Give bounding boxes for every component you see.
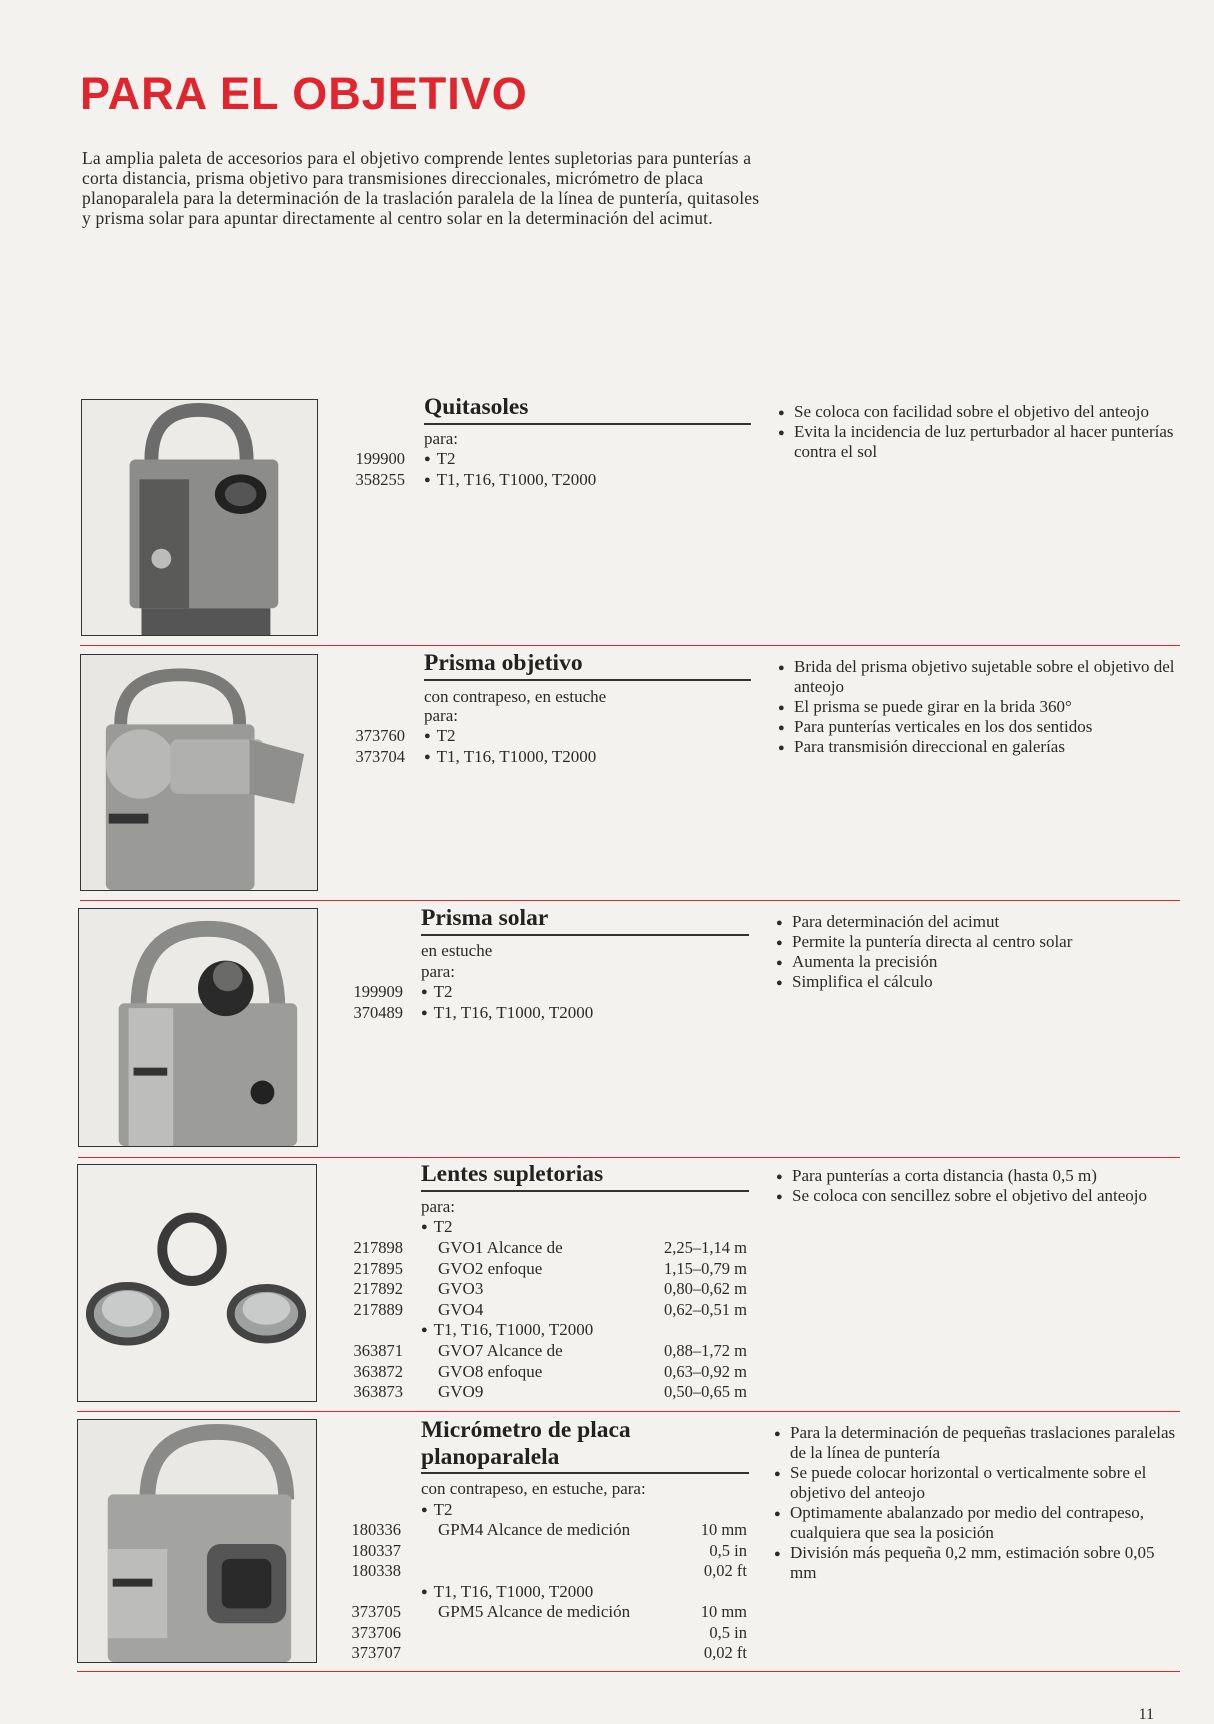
measure-range: 0,02 ft [703, 1643, 747, 1662]
photo-lentes [77, 1164, 317, 1402]
page-title: PARA EL OBJETIVO [80, 68, 528, 119]
product-note: en estuche [421, 941, 493, 960]
part-number: 363872 [353, 1362, 403, 1381]
focus-range: 0,63–0,92 m [664, 1362, 747, 1381]
photo-prisma-objetivo [80, 654, 318, 891]
feature-item: ● Aumenta la precisión [776, 952, 1176, 972]
photo-quitasoles [81, 399, 318, 636]
product-note: con contrapeso, en estuche, para: [421, 1479, 646, 1498]
para-label: para: [421, 1197, 455, 1216]
feature-item: ● Para la determinación de pequeñas traslaciones paralelas de la línea de puntería [774, 1423, 1184, 1463]
theodolite-image [79, 909, 317, 1146]
part-number: 180337 [351, 1541, 401, 1560]
part-number: 180338 [351, 1561, 401, 1580]
model-group: ● T1, T16, T1000, T2000 [421, 1582, 593, 1605]
model-list-item: ● T1, T16, T1000, T2000 [424, 747, 596, 770]
theodolite-image [82, 400, 317, 635]
focus-range: 0,80–0,62 m [664, 1279, 747, 1298]
feature-item: ● Simplifica el cálculo [776, 972, 1176, 992]
lens-name: GVO3 [438, 1279, 484, 1298]
lens-name: GVO8 enfoque [438, 1362, 543, 1381]
feature-list [774, 1423, 1184, 1583]
lens-name: GVO7 Alcance de [438, 1341, 563, 1360]
feature-list [778, 657, 1178, 757]
section-divider [77, 1671, 1180, 1672]
product-title-quitasoles: Quitasoles [424, 394, 529, 420]
lens-name: GVO4 [438, 1300, 484, 1319]
feature-item: ● Brida del prisma objetivo sujetable sobre el objetivo del anteojo [778, 657, 1178, 697]
theodolite-image [81, 655, 317, 890]
section-divider [77, 1411, 1180, 1412]
section-divider [78, 1157, 1180, 1158]
product-title-prisma-solar: Prisma solar [421, 905, 549, 931]
title-underline [424, 679, 751, 681]
measure-range: 0,5 in [709, 1541, 747, 1560]
model-list-item: ● T2 [424, 449, 456, 472]
measure-range: 0,5 in [709, 1623, 747, 1642]
part-number: 217898 [353, 1238, 403, 1257]
model-list-item: ● T2 [421, 982, 453, 1005]
para-label: para: [424, 706, 458, 725]
lens-name: GVO9 [438, 1382, 484, 1401]
feature-item: ● Para punterías verticales en los dos sentidos [778, 717, 1178, 737]
feature-item: ● Para determinación del acimut [776, 912, 1176, 932]
title-underline [421, 934, 749, 936]
title-underline [424, 423, 751, 425]
theodolite-image [78, 1420, 316, 1662]
part-number: 199909 [353, 982, 403, 1001]
title-underline [421, 1472, 749, 1474]
measure-range: 0,02 ft [703, 1561, 747, 1580]
feature-item: ● División más pequeña 0,2 mm, estimación sobre 0,05 mm [774, 1543, 1184, 1583]
product-title-micrometro [421, 1417, 631, 1471]
focus-range: 2,25–1,14 m [664, 1238, 747, 1257]
part-number: 358255 [355, 470, 405, 489]
product-note: con contrapeso, en estuche [424, 687, 607, 706]
part-number: 373706 [351, 1623, 401, 1642]
feature-item: ● Se puede colocar horizontal o verticalmente sobre el objetivo del anteojo [774, 1463, 1184, 1503]
lens-name: GVO1 Alcance de [438, 1238, 563, 1257]
page-number: 11 [1138, 1706, 1154, 1723]
measure-range: 10 mm [700, 1602, 747, 1621]
feature-list [776, 912, 1176, 992]
part-number: 370489 [353, 1003, 403, 1022]
model-group: ● T2 [421, 1500, 453, 1523]
focus-range: 0,62–0,51 m [664, 1300, 747, 1319]
section-divider [80, 900, 1180, 901]
title-line: planoparalela [421, 1444, 560, 1470]
feature-list [778, 402, 1178, 462]
section-divider [80, 645, 1180, 646]
part-number: 217892 [353, 1279, 403, 1298]
model-list-item: ● T1, T16, T1000, T2000 [424, 470, 596, 493]
model-list-item: ● T2 [424, 726, 456, 749]
micrometer-name: GPM5 Alcance de medición [438, 1602, 631, 1621]
feature-item: ● Para transmisión direccional en galerías [778, 737, 1178, 757]
part-number: 217889 [353, 1300, 403, 1319]
feature-item: ● Permite la puntería directa al centro solar [776, 932, 1176, 952]
feature-item: ● Para punterías a corta distancia (hasta 0,5 m) [776, 1166, 1176, 1186]
feature-item: ● El prisma se puede girar en la brida 360° [778, 697, 1178, 717]
title-underline [421, 1190, 749, 1192]
focus-range: 0,50–0,65 m [664, 1382, 747, 1401]
product-title-lentes: Lentes supletorias [421, 1161, 604, 1187]
part-number: 199900 [355, 449, 405, 468]
lens-name: GVO2 enfoque [438, 1259, 543, 1278]
part-number: 363873 [353, 1382, 403, 1401]
part-number: 363871 [353, 1341, 403, 1360]
para-label: para: [424, 429, 458, 448]
part-number: 217895 [353, 1259, 403, 1278]
lenses-image [78, 1165, 316, 1401]
feature-list [776, 1166, 1176, 1206]
para-label: para: [421, 962, 455, 981]
focus-range: 0,88–1,72 m [664, 1341, 747, 1360]
feature-item: ● Se coloca con facilidad sobre el objetivo del anteojo [778, 402, 1178, 422]
photo-prisma-solar [78, 908, 318, 1147]
part-number: 180336 [351, 1520, 401, 1539]
model-group: ● T1, T16, T1000, T2000 [421, 1320, 593, 1343]
feature-item: ● Evita la incidencia de luz perturbador al hacer punterías contra el sol [778, 422, 1178, 462]
intro-paragraph: La amplia paleta de accesorios para el objetivo comprende lentes supletorias para punterías a corta distancia, prisma objetivo para transmisiones direccionales, micrómetro de placa planoparalela para la determinación de la traslación paralela de la línea de puntería, quitasoles y prisma solar para apuntar directamente al centro solar en la determinación del acimut. [82, 148, 760, 228]
model-list-item: ● T1, T16, T1000, T2000 [421, 1003, 593, 1026]
feature-item: ● Optimamente abalanzado por medio del contrapeso, cualquiera que sea la posición [774, 1503, 1184, 1543]
photo-micrometro [77, 1419, 317, 1663]
part-number: 373760 [355, 726, 405, 745]
focus-range: 1,15–0,79 m [664, 1259, 747, 1278]
feature-item: ● Se coloca con sencillez sobre el objetivo del anteojo [776, 1186, 1176, 1206]
part-number: 373705 [351, 1602, 401, 1621]
title-line: Micrómetro de placa [421, 1417, 631, 1443]
part-number: 373707 [351, 1643, 401, 1662]
part-number: 373704 [355, 747, 405, 766]
micrometer-name: GPM4 Alcance de medición [438, 1520, 631, 1539]
model-group: ● T2 [421, 1217, 453, 1240]
product-title-prisma-objetivo: Prisma objetivo [424, 650, 583, 676]
measure-range: 10 mm [700, 1520, 747, 1539]
